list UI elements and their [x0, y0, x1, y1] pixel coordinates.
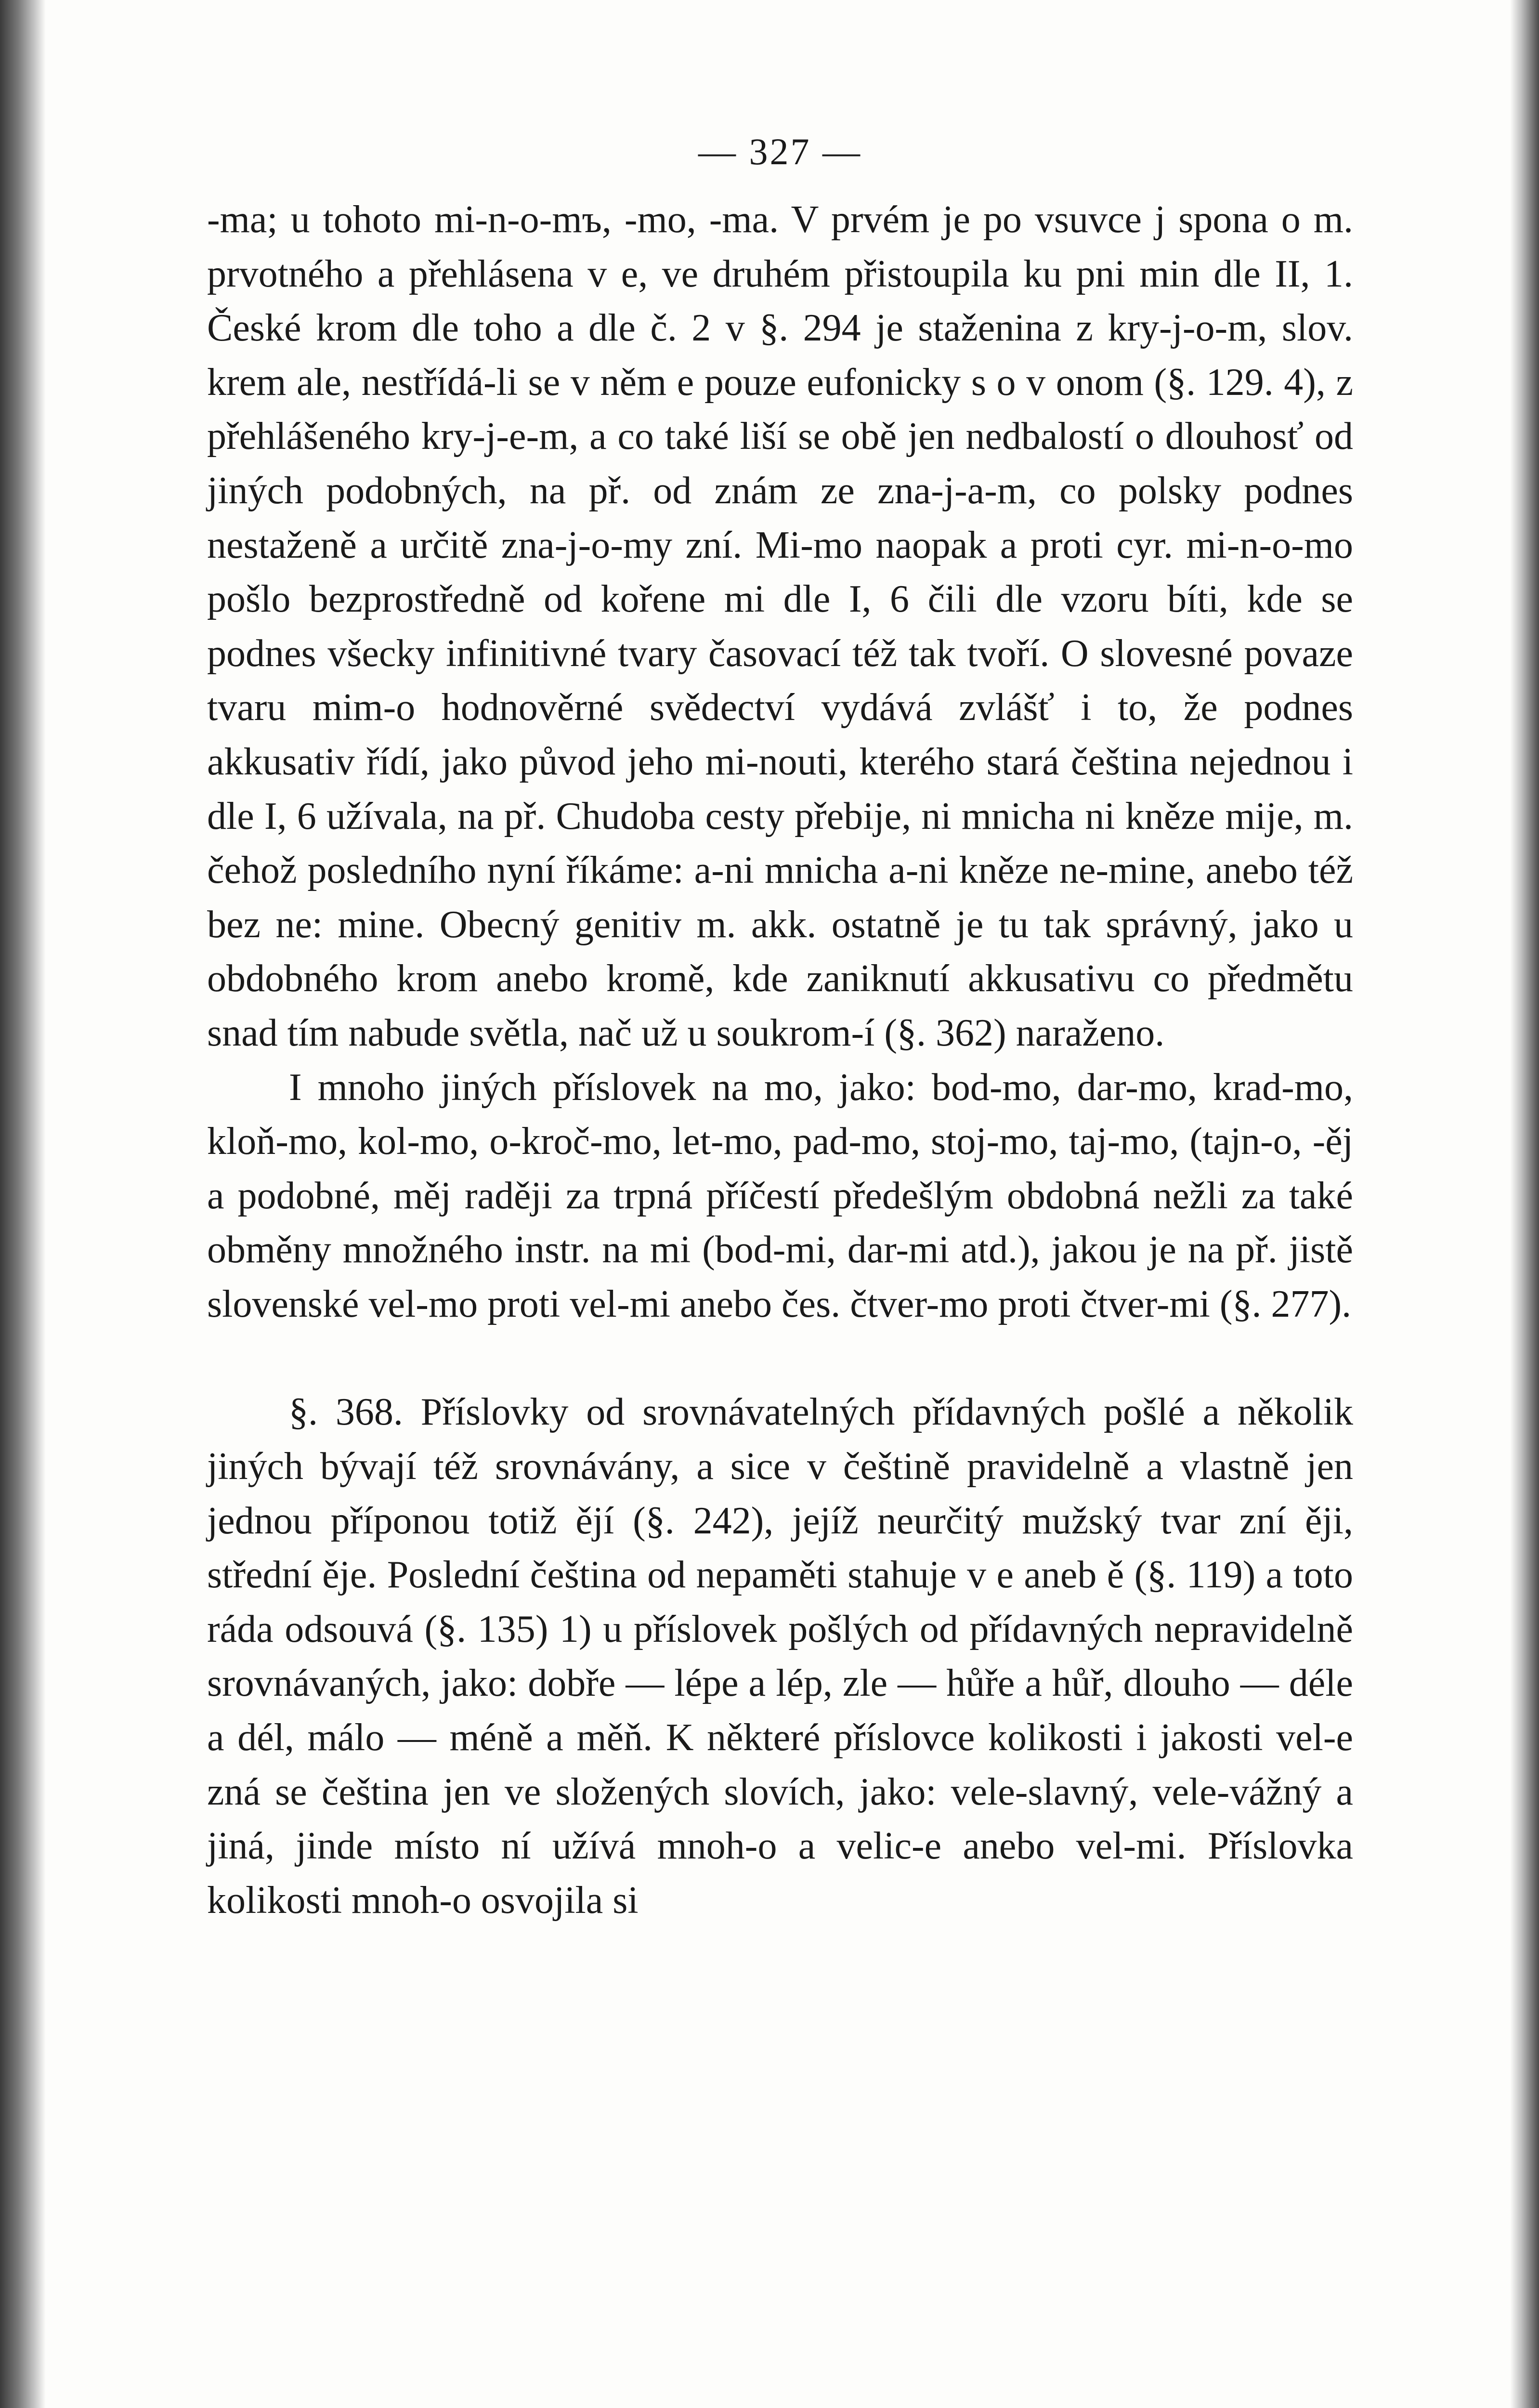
paragraph-1: -ma; u tohoto mi-n-o-mъ, -mo, -ma. V prvém je po vsuvce j spona o m. prvotného a přehlásena v e, ve druhém přistoupila ku pni min dle II, 1. České krom dle toho a dle č. 2 v §. 294 je staženina z kry-j-o-m, slov. krem ale, nestřídá-li se v něm e pouze eufonicky s o v onom (§. 129. 4), z přehlášeného kry-j-e-m, a co také liší se obě jen nedbalostí o dlouhosť od jiných podobných, na př. od znám ze zna-j-a-m, co polsky podnes nestaženě a určitě zna-j-o-my zní. Mi-mo naopak a proti cyr. mi-n-o-mo pošlo bezprostředně od kořene mi dle I, 6 čili dle vzoru bíti, kde se podnes všecky infinitivné tvary časovací též tak tvoří. O slovesné povaze tvaru mim-o hodnověrné svědectví vydává zvlášť i to, že podnes akkusativ řídí, jako původ jeho mi-nouti, kterého stará čeština nejednou i dle I, 6 užívala, na př. Chudoba cesty přebije, ni mnicha ni kněze mije, m. čehož posledního nyní říkáme: a-ni mnicha a-ni kněze ne-mine, anebo též bez ne: mine. Obecný genitiv m. akk. ostatně je tu tak správný, jako u obdobného krom anebo kromě, kde zaniknutí akkusativu co předmětu snad tím nabude světla, nač už u soukrom-í (§. 362) naraženo. — [207, 198, 1353, 1054]
page-edge-shadow — [1510, 0, 1539, 2408]
paragraph-section-368: §. 368. Příslovky od srovnávatelných přídavných pošlé a několik jiných bývají též srovnávány, a sice v češtině pravidelně a vlastně jen jednou příponou totiž ějí (§. 242), jejíž neurčitý mužský tvar zní ěji, střední ěje. Poslední čeština od nepaměti stahuje v e aneb ě (§. 119) a toto ráda odsouvá (§. 135) 1) u příslovek pošlých od přídavných nepravidelně srovnávaných, jako: dobře — lépe a lép, zle — hůře a hůř, dlouho — déle a dél, málo — méně a měň. K některé příslovce kolikosti i jakosti vel-e zná se čeština jen ve složených slovích, jako: vele-slavný, vele-vážný a jiná, jinde místo ní užívá mnoh-o a velic-e anebo vel-mi. Příslovka kolikosti mnoh-o osvojila si — [207, 1391, 1353, 1922]
book-page — [207, 130, 1353, 2394]
page-number: — 327 — — [698, 131, 862, 172]
book-binding-shadow — [0, 0, 46, 2408]
paragraph-2: I mnoho jiných příslovek na mo, jako: bod-mo, dar-mo, krad-mo, kloň-mo, kol-mo, o-kroč-mo, let-mo, pad-mo, stoj-mo, taj-mo, (tajn-o, -ěj a podobné, měj raději za trpná příčestí předešlým obdobná nežli za také obměny množného instr. na mi (bod-mi, dar-mi atd.), jakou je na př. jistě slovenské vel-mo proti vel-mi anebo čes. čtver-mo proti čtver-mi (§. 277). — [207, 1066, 1353, 1325]
